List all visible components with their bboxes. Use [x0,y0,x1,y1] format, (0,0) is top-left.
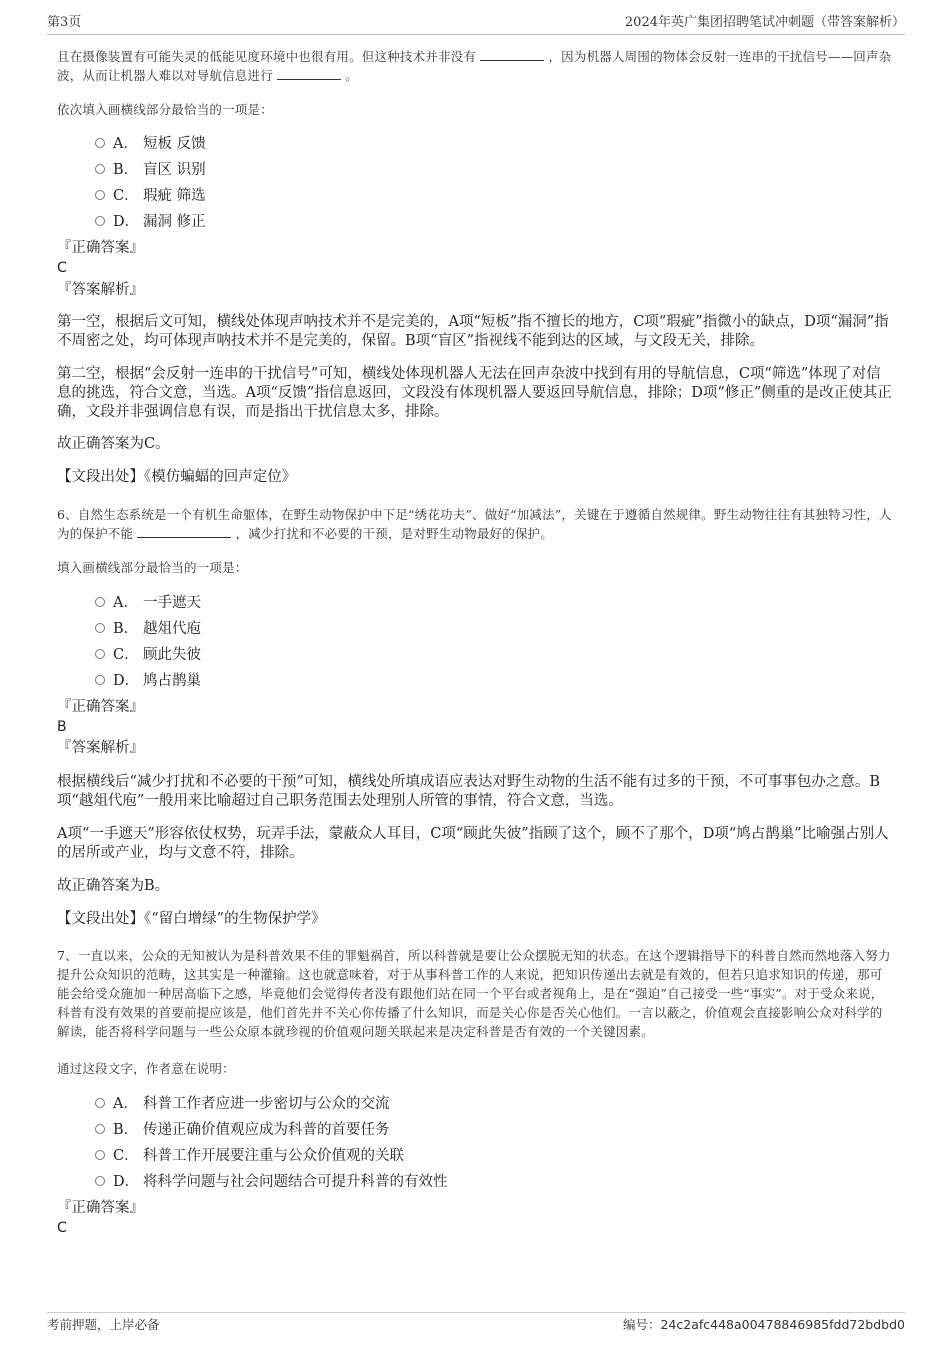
q6-options [95,590,201,694]
radio-icon[interactable] [95,675,105,685]
q6-analysis-label: 『答案解析』 [57,740,144,756]
q7-passage: 7、一直以来，公众的无知被认为是科普效果不佳的罪魁祸首，所以科普就是要让公众摆脱无知的状态。在这个逻辑指导下的科普自然而然地落入努力提升公众知识的范畴，这其实是一种灌输。这也就意味着，对于从事科普工作的人来说，把知识传递出去就是有效的，但若只追求知识的传递，那可能会给受众施加一种居高临下之感，毕竟他们会觉得传者没有跟他们站在同一个平台或者视角上，是在“强迫”自己接受一些“事实”。对于受众来说，科普有没有效果的首要前提应该是，他们首先并不关心你传播了什么知识，而是关心你是否关心他们。一言以蔽之，价值观会直接影响公众对科学的解读，能否将科学问题与一些公众原本就珍视的价值观问题关联起来是决定科普是否有效的一个关键因素。 [57,948,891,1039]
q7-answer-label: 『正确答案』 [57,1200,144,1216]
q5-answer-label: 『正确答案』 [57,240,144,256]
q7-option-d[interactable]: D． 将科学问题与社会问题结合可提升科普的有效性 [95,1169,448,1195]
q5-blank-2 [277,67,341,80]
page-footer [47,1312,905,1338]
q5-answer: C [57,260,67,276]
radio-icon[interactable] [95,1176,105,1186]
radio-icon[interactable] [95,138,105,148]
q5-option-a[interactable]: A． 短板 反馈 [95,131,206,157]
radio-icon[interactable] [95,216,105,226]
q6-answer-label: 『正确答案』 [57,699,144,715]
q5-prompt: 依次填入画横线部分最恰当的一项是： [57,102,273,117]
radio-icon[interactable] [95,1150,105,1160]
q6-option-c[interactable]: C． 顾此失彼 [95,642,201,668]
q5-analysis-2: 第二空，根据“会反射一连串的干扰信号”可知，横线处体现机器人无法在回声杂波中找到有用的导航信息，C项“筛选”体现了对信息的挑选，符合文意，当选。A项“反馈”指信息返回，文段没有体现机器人要返回导航信息，排除；D项“修正”侧重的是改正使其正确，文段并非强调信息有误，而是指出干扰信息太多，排除。 [57,366,892,420]
q5-option-b[interactable]: B． 盲区 识别 [95,157,206,183]
document-title: 2024年英广集团招聘笔试冲刺题（带答案解析） [624,15,905,30]
q7-option-b[interactable]: B． 传递正确价值观应成为科普的首要任务 [95,1117,448,1143]
q5-blank-1 [480,48,544,61]
q5-option-c[interactable]: C． 瑕疵 筛选 [95,183,206,209]
radio-icon[interactable] [95,649,105,659]
q6-answer: B [57,719,67,735]
q5-source: 【文段出处】《模仿蝙蝠的回声定位》 [57,469,297,485]
radio-icon[interactable] [95,164,105,174]
q6-option-a[interactable]: A． 一手遮天 [95,590,201,616]
document-code: 编号：24c2afc448a00478846985fdd72bdbd0 [622,1317,905,1332]
q6-option-b[interactable]: B． 越俎代庖 [95,616,201,642]
q7-option-a[interactable]: A． 科普工作者应进一步密切与公众的交流 [95,1091,448,1117]
q6-option-d[interactable]: D． 鸠占鹊巢 [95,668,201,694]
q5-analysis-1: 第一空，根据后文可知，横线处体现声呐技术并不是完美的，A项“短板”指不擅长的地方，C项“瑕疵”指微小的缺点，D项“漏洞”指不周密之处，均可体现声呐技术并不是完美的，保留。B项“盲区”指视线不能到达的区域，与文段无关，排除。 [57,314,889,349]
page-number: 第3页 [47,15,82,30]
q5-analysis-3: 故正确答案为C。 [57,436,170,452]
q5-passage: 且在摄像装置有可能失灵的低能见度环境中也很有用。但这种技术并非没有 ，因为机器人周围的物体会反射一连串的干扰信号——回声杂波，从而让机器人难以对导航信息进行 。 [57,49,892,83]
q6-analysis-1: 根据横线后“减少打扰和不必要的干预”可知，横线处所填成语应表达对野生动物的生活不能有过多的干预，不可事事包办之意。B项“越俎代庖”一般用来比喻超过自己职务范围去处理别人所管的事情，符合文意，当选。 [57,774,880,809]
radio-icon[interactable] [95,190,105,200]
q7-prompt: 通过这段文字，作者意在说明： [57,1061,235,1076]
footer-slogan: 考前押题，上岸必备 [47,1317,160,1332]
q7-option-c[interactable]: C． 科普工作开展要注重与公众价值观的关联 [95,1143,448,1169]
radio-icon[interactable] [95,1098,105,1108]
q6-analysis-2: A项“一手遮天”形容依仗权势，玩弄手法，蒙蔽众人耳目，C项“顾此失彼”指顾了这个，顾不了那个，D项“鸠占鹊巢”比喻强占别人的居所或产业，均与文意不符，排除。 [57,826,889,861]
q7-answer: C [57,1220,67,1236]
q7-options [95,1091,448,1195]
radio-icon[interactable] [95,597,105,607]
q5-analysis-label: 『答案解析』 [57,282,144,298]
q5-options [95,131,206,235]
q6-blank [137,525,231,538]
q6-source: 【文段出处】《“留白增绿”的生物保护学》 [57,911,326,927]
page-header [47,14,905,35]
q6-passage: 6、自然生态系统是一个有机生命躯体，在野生动物保护中下足“绣花功夫”、做好“加减法”，关键在于遵循自然规律。野生动物往往有其独特习性，人为的保护不能 ，减少打扰和不必要的干预，是对野生动物最好的保护。 [57,507,892,541]
radio-icon[interactable] [95,623,105,633]
q6-analysis-3: 故正确答案为B。 [57,878,170,894]
q6-prompt: 填入画横线部分最恰当的一项是： [57,560,248,575]
radio-icon[interactable] [95,1124,105,1134]
q5-option-d[interactable]: D． 漏洞 修正 [95,209,206,235]
